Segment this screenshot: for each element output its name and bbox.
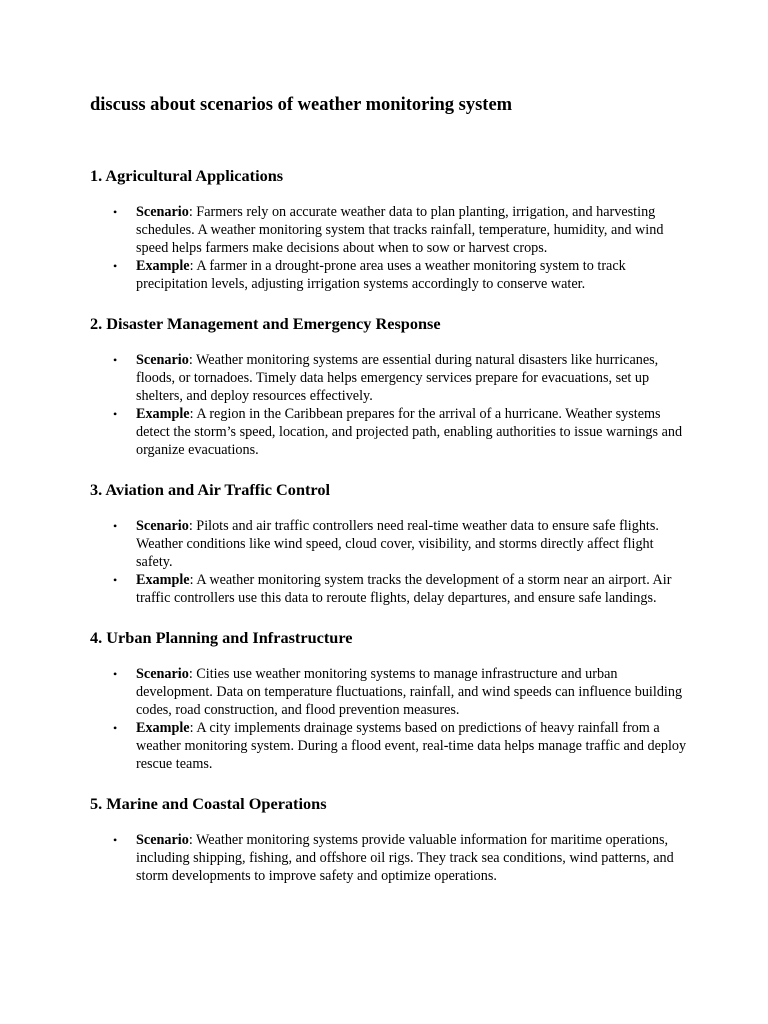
item-text: : A weather monitoring system tracks the development of a storm near an airport. Air traffic controllers use this data to reroute flights, delay departures, and ensure safe landings. (136, 572, 672, 606)
list-item (90, 831, 690, 885)
bullet-list (90, 665, 690, 773)
item-text: : A farmer in a drought-prone area uses a weather monitoring system to track precipitation levels, adjusting irrigation systems accordingly to conserve water. (136, 258, 626, 292)
item-text: : Cities use weather monitoring systems to manage infrastructure and urban development. Data on temperature fluctuations, rainfall, and wind speeds can influence building codes, road construction, and flood prevention measures. (136, 666, 683, 718)
bullet-icon: • (113, 573, 118, 587)
list-item (90, 665, 690, 719)
bullet-icon: • (113, 259, 118, 273)
section-marine-coastal (90, 792, 690, 885)
bullet-icon: • (113, 721, 118, 735)
bullet-list (90, 203, 690, 293)
section-heading: 1. Agricultural Applications (90, 166, 284, 185)
list-item (90, 257, 690, 293)
item-term: Scenario (136, 518, 189, 534)
section-heading: 4. Urban Planning and Infrastructure (90, 628, 353, 647)
section-heading: 2. Disaster Management and Emergency Response (90, 314, 441, 333)
document-page (90, 92, 690, 885)
item-text: : Farmers rely on accurate weather data to plan planting, irrigation, and harvesting schedules. A weather monitoring system that tracks rainfall, temperature, humidity, and wind speed helps farmers make decisions about when to sow or harvest crops. (136, 204, 664, 256)
item-term: Scenario (136, 352, 189, 368)
section-aviation (90, 478, 690, 607)
item-term: Example (136, 258, 190, 274)
bullet-list (90, 831, 690, 885)
bullet-icon: • (113, 205, 118, 219)
section-agricultural-applications (90, 164, 690, 293)
item-text: : A region in the Caribbean prepares for the arrival of a hurricane. Weather systems detect the storm’s speed, location, and projected path, enabling authorities to issue warnings and organize evacuations. (136, 406, 683, 458)
bullet-icon: • (113, 353, 118, 367)
list-item (90, 571, 690, 607)
bullet-icon: • (113, 519, 118, 533)
item-text: : Pilots and air traffic controllers need real-time weather data to ensure safe flights. Weather conditions like wind speed, cloud cover, visibility, and storms directly affect flight safety. (136, 518, 659, 570)
list-item (90, 351, 690, 405)
document-title: discuss about scenarios of weather monitoring system (90, 95, 513, 115)
item-text: : Weather monitoring systems provide valuable information for maritime operations, including shipping, fishing, and offshore oil rigs. They track sea conditions, wind patterns, and storm developments to improve safety and optimize operations. (136, 832, 674, 884)
bullet-icon: • (113, 407, 118, 421)
list-item (90, 719, 690, 773)
item-term: Scenario (136, 666, 189, 682)
bullet-icon: • (113, 833, 118, 847)
bullet-icon: • (113, 667, 118, 681)
section-heading: 3. Aviation and Air Traffic Control (90, 480, 331, 499)
item-text: : Weather monitoring systems are essential during natural disasters like hurricanes, floods, or tornadoes. Timely data helps emergency services prepare for evacuations, set up shelters, and deploy resources effectively. (136, 352, 659, 404)
list-item (90, 203, 690, 257)
list-item (90, 517, 690, 571)
list-item (90, 405, 690, 459)
item-term: Scenario (136, 204, 189, 220)
bullet-list (90, 351, 690, 459)
item-term: Example (136, 720, 190, 736)
section-urban-planning (90, 626, 690, 773)
section-disaster-management (90, 312, 690, 459)
bullet-list (90, 517, 690, 607)
item-term: Example (136, 406, 190, 422)
item-term: Scenario (136, 832, 189, 848)
item-text: : A city implements drainage systems based on predictions of heavy rainfall from a weather monitoring system. During a flood event, real-time data helps manage traffic and deploy rescue teams. (136, 720, 687, 772)
item-term: Example (136, 572, 190, 588)
section-heading: 5. Marine and Coastal Operations (90, 794, 327, 813)
